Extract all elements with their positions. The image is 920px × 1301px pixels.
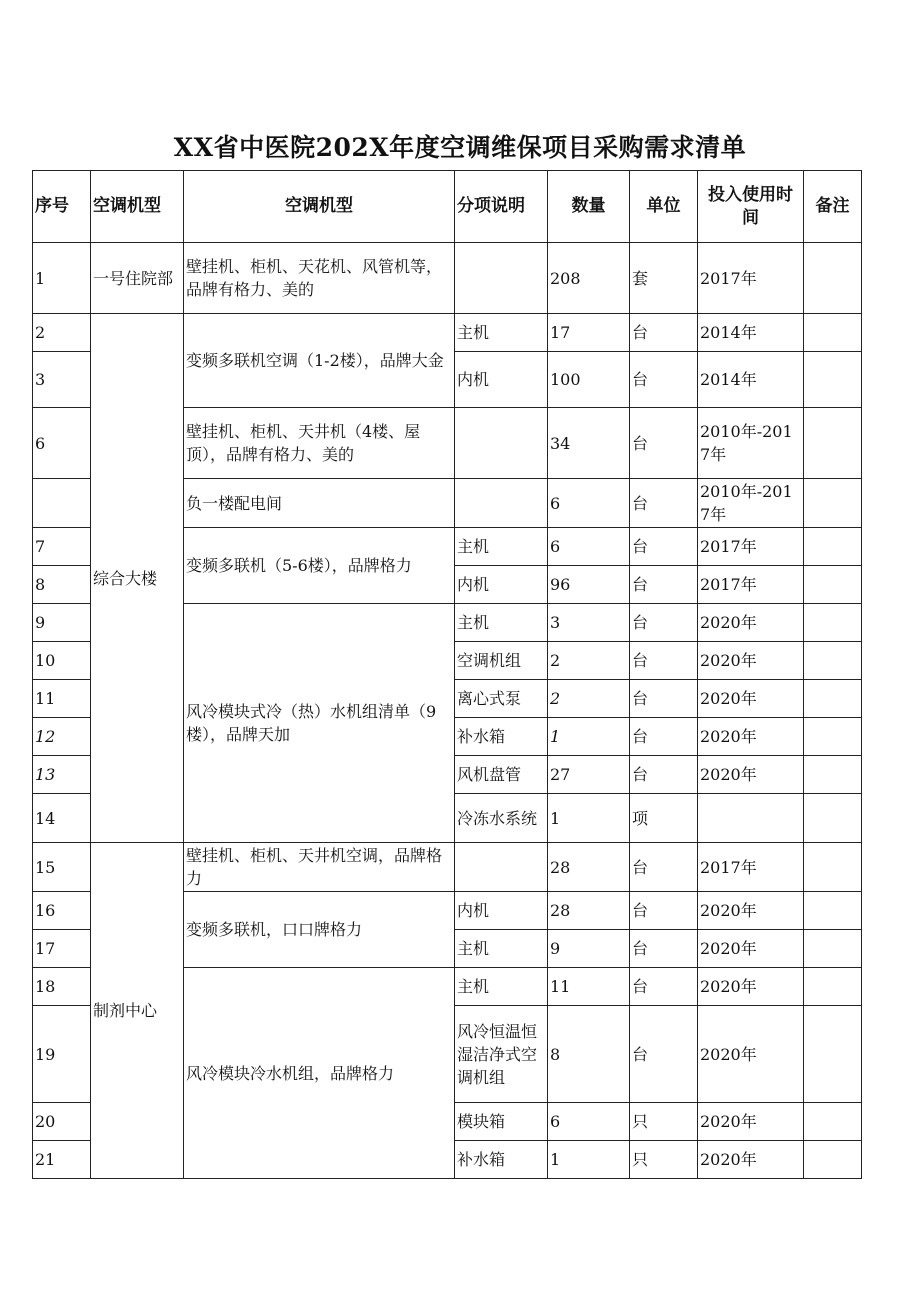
cell-item: 主机 [455, 314, 548, 352]
cell-item: 主机 [455, 528, 548, 566]
cell-note [804, 718, 862, 756]
cell-qty: 6 [548, 479, 630, 528]
cell-group: 综合大楼 [91, 314, 184, 843]
cell-qty: 6 [548, 528, 630, 566]
header-year: 投入使用时间 [698, 171, 804, 243]
cell-seq: 3 [33, 352, 91, 408]
cell-qty: 2 [548, 642, 630, 680]
cell-note [804, 243, 862, 314]
cell-item [455, 843, 548, 892]
cell-year: 2014年 [698, 314, 804, 352]
cell-note [804, 479, 862, 528]
header-unit: 单位 [630, 171, 698, 243]
cell-qty: 208 [548, 243, 630, 314]
cell-qty: 9 [548, 930, 630, 968]
cell-note [804, 930, 862, 968]
cell-model: 风冷模块式冷（热）水机组清单（9楼），品牌天加 [184, 604, 455, 843]
cell-unit: 台 [630, 352, 698, 408]
cell-model: 变频多联机（5-6楼），品牌格力 [184, 528, 455, 604]
cell-seq: 19 [33, 1006, 91, 1103]
cell-unit: 台 [630, 642, 698, 680]
cell-seq: 7 [33, 528, 91, 566]
cell-note [804, 314, 862, 352]
cell-note [804, 352, 862, 408]
cell-item: 风机盘管 [455, 756, 548, 794]
header-qty: 数量 [548, 171, 630, 243]
cell-year: 2017年 [698, 566, 804, 604]
cell-unit: 台 [630, 892, 698, 930]
cell-year: 2020年 [698, 968, 804, 1006]
cell-unit: 只 [630, 1103, 698, 1141]
cell-model: 负一楼配电间 [184, 479, 455, 528]
cell-year: 2020年 [698, 1141, 804, 1179]
table-header-row [33, 171, 862, 243]
cell-item: 补水箱 [455, 718, 548, 756]
cell-qty: 1 [548, 1141, 630, 1179]
cell-note [804, 892, 862, 930]
cell-item: 空调机组 [455, 642, 548, 680]
cell-year: 2010年-2017年 [698, 479, 804, 528]
cell-note [804, 1103, 862, 1141]
table-row [33, 843, 862, 892]
cell-qty: 8 [548, 1006, 630, 1103]
cell-seq: 18 [33, 968, 91, 1006]
cell-seq: 21 [33, 1141, 91, 1179]
cell-unit: 台 [630, 930, 698, 968]
cell-qty: 6 [548, 1103, 630, 1141]
cell-year: 2010年-2017年 [698, 408, 804, 479]
cell-unit: 台 [630, 843, 698, 892]
cell-year: 2020年 [698, 604, 804, 642]
cell-note [804, 1141, 862, 1179]
cell-qty: 27 [548, 756, 630, 794]
cell-seq: 15 [33, 843, 91, 892]
cell-seq [33, 479, 91, 528]
cell-year: 2020年 [698, 718, 804, 756]
cell-item: 主机 [455, 604, 548, 642]
cell-note [804, 756, 862, 794]
cell-year: 2020年 [698, 642, 804, 680]
cell-unit: 台 [630, 756, 698, 794]
cell-note [804, 680, 862, 718]
cell-item: 主机 [455, 968, 548, 1006]
cell-qty: 3 [548, 604, 630, 642]
cell-seq: 11 [33, 680, 91, 718]
cell-unit: 台 [630, 314, 698, 352]
cell-seq: 6 [33, 408, 91, 479]
cell-seq: 17 [33, 930, 91, 968]
cell-note [804, 794, 862, 843]
cell-item [455, 479, 548, 528]
cell-unit: 只 [630, 1141, 698, 1179]
cell-seq: 12 [33, 718, 91, 756]
cell-qty: 96 [548, 566, 630, 604]
cell-model: 壁挂机、柜机、天花机、风管机等，品牌有格力、美的 [184, 243, 455, 314]
cell-unit: 台 [630, 968, 698, 1006]
cell-year: 2020年 [698, 756, 804, 794]
cell-unit: 台 [630, 479, 698, 528]
cell-qty: 11 [548, 968, 630, 1006]
header-note: 备注 [804, 171, 862, 243]
header-model-group: 空调机型 [91, 171, 184, 243]
cell-unit: 台 [630, 566, 698, 604]
cell-qty: 28 [548, 892, 630, 930]
cell-seq: 20 [33, 1103, 91, 1141]
cell-seq: 16 [33, 892, 91, 930]
cell-note [804, 1006, 862, 1103]
cell-year: 2014年 [698, 352, 804, 408]
cell-seq: 9 [33, 604, 91, 642]
cell-year: 2020年 [698, 892, 804, 930]
cell-item: 离心式泵 [455, 680, 548, 718]
cell-unit: 台 [630, 1006, 698, 1103]
cell-seq: 14 [33, 794, 91, 843]
cell-item: 内机 [455, 352, 548, 408]
cell-qty: 1 [548, 794, 630, 843]
cell-note [804, 604, 862, 642]
cell-unit: 套 [630, 243, 698, 314]
cell-qty: 2 [548, 680, 630, 718]
cell-note [804, 528, 862, 566]
cell-unit: 台 [630, 604, 698, 642]
cell-year: 2020年 [698, 1006, 804, 1103]
cell-model: 壁挂机、柜机、天井机空调，品牌格力 [184, 843, 455, 892]
table-row [33, 243, 862, 314]
cell-unit: 项 [630, 794, 698, 843]
cell-item: 冷冻水系统 [455, 794, 548, 843]
cell-qty: 28 [548, 843, 630, 892]
cell-item: 内机 [455, 566, 548, 604]
cell-model: 风冷模块冷水机组，品牌格力 [184, 968, 455, 1179]
cell-year: 2020年 [698, 1103, 804, 1141]
cell-item [455, 408, 548, 479]
cell-item: 内机 [455, 892, 548, 930]
cell-group: 一号住院部 [91, 243, 184, 314]
cell-year [698, 794, 804, 843]
cell-seq: 8 [33, 566, 91, 604]
cell-year: 2017年 [698, 528, 804, 566]
cell-seq: 13 [33, 756, 91, 794]
cell-model: 变频多联机空调（1-2楼），品牌大金 [184, 314, 455, 408]
cell-model: 壁挂机、柜机、天井机（4楼、屋顶），品牌有格力、美的 [184, 408, 455, 479]
cell-note [804, 968, 862, 1006]
cell-note [804, 642, 862, 680]
cell-seq: 1 [33, 243, 91, 314]
page-title: XX省中医院202X年度空调维保项目采购需求清单 [173, 133, 747, 162]
header-item: 分项说明 [455, 171, 548, 243]
header-seq: 序号 [33, 171, 91, 243]
cell-model: 变频多联机，口口牌格力 [184, 892, 455, 968]
cell-item: 补水箱 [455, 1141, 548, 1179]
cell-year: 2020年 [698, 930, 804, 968]
cell-group: 制剂中心 [91, 843, 184, 1179]
cell-item [455, 243, 548, 314]
cell-year: 2020年 [698, 680, 804, 718]
header-model: 空调机型 [184, 171, 455, 243]
cell-seq: 10 [33, 642, 91, 680]
cell-unit: 台 [630, 528, 698, 566]
cell-unit: 台 [630, 718, 698, 756]
cell-qty: 1 [548, 718, 630, 756]
cell-year: 2017年 [698, 243, 804, 314]
cell-unit: 台 [630, 680, 698, 718]
table-row [33, 314, 862, 352]
cell-seq: 2 [33, 314, 91, 352]
cell-item: 主机 [455, 930, 548, 968]
procurement-table [32, 170, 862, 1179]
cell-note [804, 566, 862, 604]
cell-item: 模块箱 [455, 1103, 548, 1141]
cell-note [804, 408, 862, 479]
cell-qty: 34 [548, 408, 630, 479]
cell-qty: 17 [548, 314, 630, 352]
cell-item: 风冷恒温恒湿洁净式空调机组 [455, 1006, 548, 1103]
cell-year: 2017年 [698, 843, 804, 892]
cell-unit: 台 [630, 408, 698, 479]
cell-qty: 100 [548, 352, 630, 408]
cell-note [804, 843, 862, 892]
